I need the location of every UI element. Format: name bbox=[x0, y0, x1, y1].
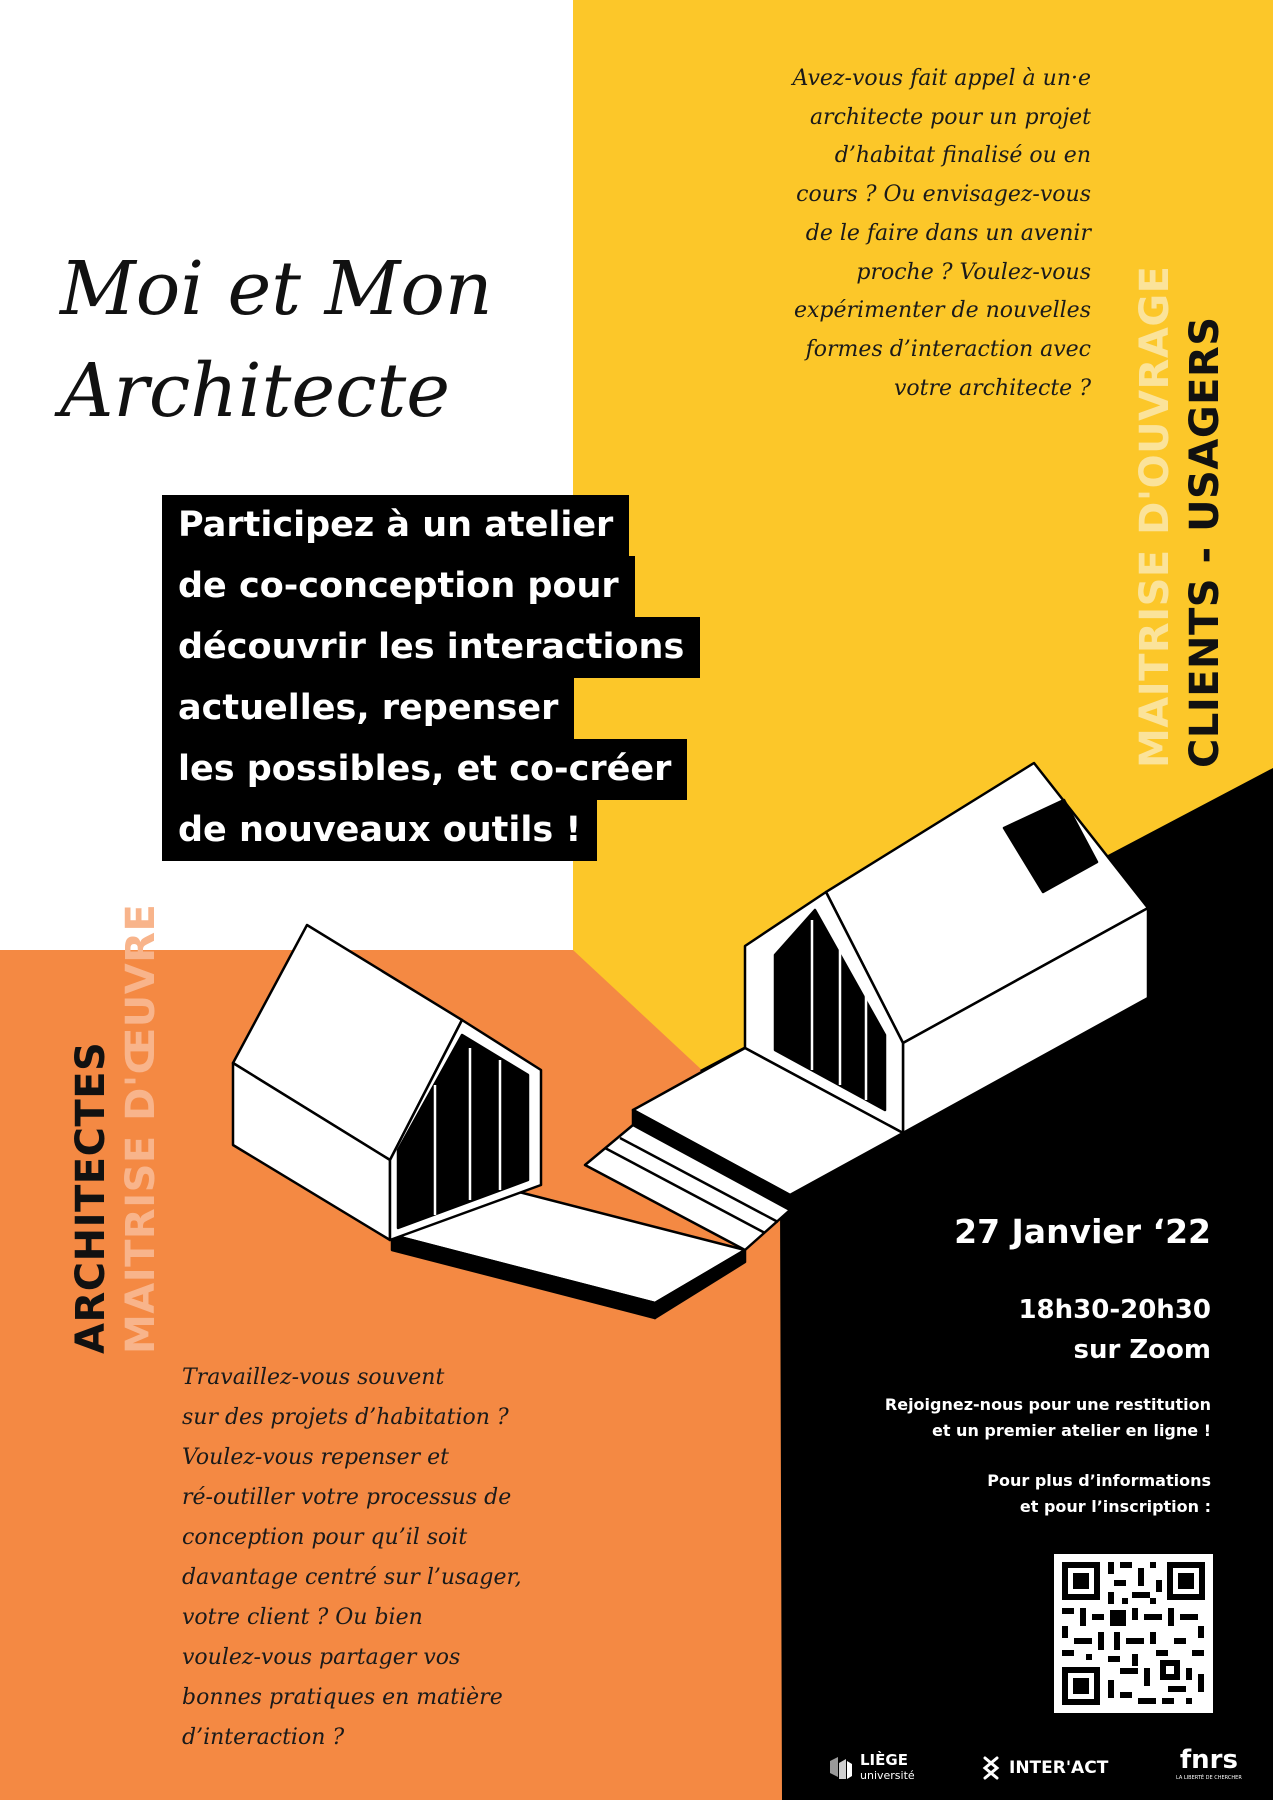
liege-logo-subtitle: université bbox=[860, 1769, 915, 1782]
clients-intro-line: votre architecte ? bbox=[893, 375, 1091, 401]
clients-sublabel: MAITRISE D'OUVRAGE bbox=[1132, 265, 1178, 768]
event-date: 27 Janvier ‘22 bbox=[954, 1212, 1211, 1251]
clients-intro-line: cours ? Ou envisagez-vous bbox=[796, 182, 1091, 208]
join-line-2: et un premier atelier en ligne ! bbox=[931, 1421, 1211, 1440]
headline-line: de co-conception pour bbox=[162, 556, 635, 617]
interact-logo-icon bbox=[979, 1755, 1003, 1781]
liege-logo[interactable] bbox=[828, 1752, 915, 1784]
clients-intro-line: d’habitat finalisé ou en bbox=[834, 143, 1091, 169]
headline-block bbox=[178, 495, 700, 861]
title-line-1: Moi et Mon bbox=[60, 246, 493, 332]
clients-intro-line: formes d’interaction avec bbox=[805, 336, 1091, 362]
architects-intro-line: Voulez-vous repenser et bbox=[182, 1445, 449, 1470]
architects-intro-line: sur des projets d’habitation ? bbox=[182, 1405, 509, 1430]
headline-line: Participez à un atelier bbox=[162, 495, 629, 556]
architects-intro bbox=[182, 1358, 602, 1758]
registration-qr-code[interactable] bbox=[1054, 1554, 1213, 1713]
headline-line: découvrir les interactions bbox=[162, 617, 700, 678]
event-info-text bbox=[987, 1468, 1211, 1520]
fnrs-logo[interactable] bbox=[1176, 1745, 1242, 1781]
clients-intro-line: proche ? Voulez-vous bbox=[856, 259, 1091, 285]
fnrs-logo-text: fnrs bbox=[1179, 1745, 1238, 1775]
join-line-1: Rejoignez-nous pour une restitution bbox=[884, 1395, 1211, 1414]
clients-intro-line: architecte pour un projet bbox=[809, 104, 1091, 130]
interact-logo-text: INTER'ACT bbox=[1009, 1758, 1109, 1778]
clients-intro bbox=[671, 60, 1091, 408]
liege-logo-name: LIÈGE bbox=[860, 1751, 908, 1769]
architects-intro-line: davantage centré sur l’usager, bbox=[182, 1565, 522, 1590]
headline-line: actuelles, repenser bbox=[162, 678, 574, 739]
clients-label: CLIENTS - USAGERS bbox=[1182, 316, 1228, 768]
architects-intro-line: conception pour qu’il soit bbox=[182, 1525, 468, 1550]
architects-intro-line: Travaillez-vous souvent bbox=[182, 1365, 445, 1390]
info-line-1: Pour plus d’informations bbox=[987, 1471, 1211, 1490]
clients-vertical-label bbox=[1130, 266, 1230, 768]
page-title bbox=[60, 238, 493, 442]
event-time-block bbox=[1018, 1290, 1211, 1370]
architects-intro-line: votre client ? Ou bien bbox=[182, 1605, 423, 1630]
architects-label: ARCHITECTES bbox=[68, 1041, 114, 1354]
info-line-2: et pour l’inscription : bbox=[1019, 1497, 1211, 1516]
architects-intro-line: bonnes pratiques en matière bbox=[182, 1685, 503, 1710]
architects-intro-line: ré-outiller votre processus de bbox=[182, 1485, 512, 1510]
headline-line: les possibles, et co-créer bbox=[162, 739, 687, 800]
title-line-2: Architecte bbox=[60, 348, 451, 434]
architects-sublabel: MAITRISE D'ŒUVRE bbox=[118, 903, 164, 1354]
interact-logo[interactable] bbox=[979, 1752, 1108, 1784]
qr-code-icon bbox=[1054, 1554, 1213, 1713]
architects-intro-line: d’interaction ? bbox=[182, 1725, 345, 1750]
architects-vertical-label bbox=[66, 904, 166, 1354]
event-time: 18h30-20h30 bbox=[1018, 1295, 1211, 1325]
event-platform: sur Zoom bbox=[1073, 1335, 1211, 1365]
clients-intro-line: Avez-vous fait appel à un·e bbox=[792, 66, 1091, 91]
liege-logo-icon bbox=[828, 1755, 854, 1781]
headline-line: de nouveaux outils ! bbox=[162, 800, 597, 861]
fnrs-logo-tagline: LA LIBERTÉ DE CHERCHER bbox=[1176, 1775, 1242, 1781]
architects-intro-line: voulez-vous partager vos bbox=[182, 1645, 461, 1670]
clients-intro-line: expérimenter de nouvelles bbox=[793, 298, 1091, 324]
clients-intro-line: de le faire dans un avenir bbox=[805, 220, 1091, 246]
event-join-text bbox=[885, 1392, 1211, 1444]
